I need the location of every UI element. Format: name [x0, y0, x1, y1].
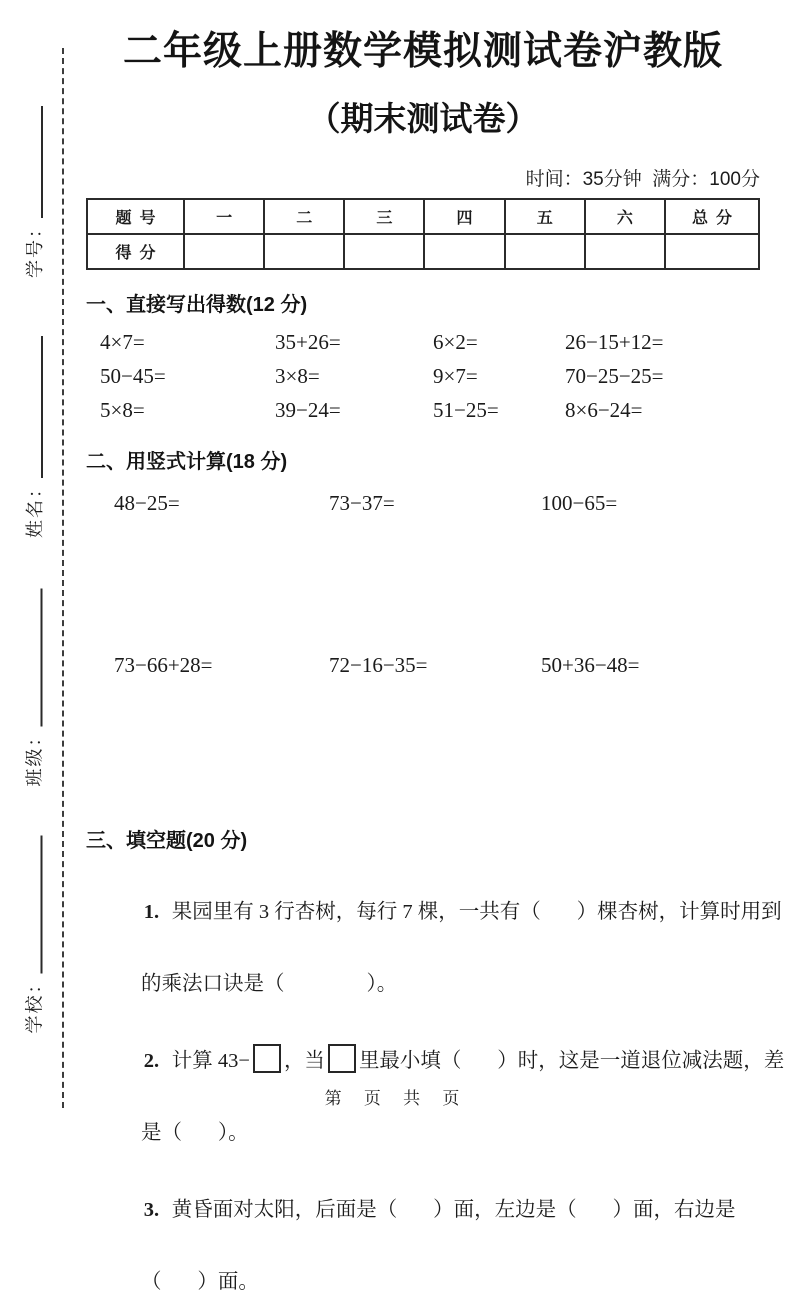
margin-field-student-number [21, 78, 47, 278]
equation: 26−15+12= [565, 330, 664, 354]
margin-field-school [21, 809, 47, 1034]
score-cell [344, 234, 424, 269]
student-number-blank-line [40, 106, 43, 218]
item-number: 1. [143, 901, 160, 923]
section2-equations-row2 [86, 648, 760, 682]
score-table-score-row [87, 234, 759, 269]
name-label: 姓名： [25, 478, 45, 538]
item-number: 3. [143, 1199, 160, 1221]
score-table-col: 四 [424, 199, 504, 234]
item-text: 计算 43− [171, 1050, 250, 1072]
section1-heading: 一、直接写出得数(12 分) [86, 294, 308, 316]
equation: 39−24= [275, 398, 341, 422]
section1-equations [86, 325, 760, 427]
item-text: ，当 [283, 1050, 325, 1072]
score-table-col: 六 [585, 199, 665, 234]
equation: 3×8= [275, 364, 320, 388]
score-table-col: 三 [344, 199, 424, 234]
blank-box [253, 1044, 281, 1073]
name-blank-line [40, 336, 43, 478]
page-footer: 第 页 共 页 [324, 1089, 469, 1108]
section3-heading: 三、填空题(20 分) [86, 830, 248, 852]
section2-heading: 二、用竖式计算(18 分) [86, 451, 288, 473]
equation: 8×6−24= [565, 398, 643, 422]
item-text: 里最小填（ ）时，这是一道退位减法题，差 [358, 1050, 785, 1072]
item-number: 2. [143, 1050, 160, 1072]
page-title: 二年级上册数学模拟测试卷沪教版 [122, 30, 723, 73]
score-table [86, 198, 760, 270]
margin-field-name [21, 308, 47, 538]
item-text: 果园里有 3 行杏树，每行 7 棵，一共有（ ）棵杏树，计算时用到 [171, 901, 782, 923]
equation: 6×2= [433, 330, 478, 354]
fill-item-2 [86, 1007, 785, 1151]
equation: 9×7= [433, 364, 478, 388]
equation: 35+26= [275, 330, 341, 354]
page-subtitle: （期末测试卷） [307, 100, 539, 137]
fill-item-1-line2: 的乘法口诀是（ ）。 [141, 973, 398, 995]
score-cell [264, 234, 344, 269]
blank-box [328, 1044, 356, 1073]
equation: 48−25= [114, 491, 180, 515]
equation: 72−16−35= [329, 653, 428, 677]
student-number-label: 学号： [25, 218, 45, 278]
fill-item-3 [86, 1156, 760, 1300]
fill-item-1-line1 [86, 858, 782, 966]
fill-item-1 [86, 858, 782, 1002]
equation: 73−37= [329, 491, 395, 515]
score-table-col: 五 [505, 199, 585, 234]
school-blank-line [40, 836, 43, 974]
equation: 5×8= [100, 398, 145, 422]
equation: 51−25= [433, 398, 499, 422]
equation: 70−25−25= [565, 364, 664, 388]
score-table-col: 二 [264, 199, 344, 234]
class-blank-line [40, 589, 43, 727]
score-table-corner: 题 号 [87, 199, 184, 234]
item-text: 黄昏面对太阳，后面是（ ）面，左边是（ ）面，右边是 [171, 1199, 736, 1221]
equation: 100−65= [541, 491, 618, 515]
score-cell [585, 234, 665, 269]
score-row-label: 得 分 [87, 234, 184, 269]
fill-item-3-line2: （ ）面。 [141, 1271, 259, 1293]
fill-item-2-line2: 是（ ）。 [141, 1122, 249, 1144]
score-cell [665, 234, 759, 269]
score-table-header-row [87, 199, 759, 234]
score-cell [424, 234, 504, 269]
score-cell [505, 234, 585, 269]
equation: 4×7= [100, 330, 145, 354]
time-and-score-info: 时间：35分钟 满分：100分 [525, 169, 760, 190]
equation: 73−66+28= [114, 653, 213, 677]
fill-item-3-line1 [86, 1156, 760, 1264]
class-label: 班级： [24, 726, 45, 787]
margin-field-class [21, 562, 47, 787]
section2-equations-row1 [86, 486, 760, 520]
score-cell [184, 234, 264, 269]
school-label: 学校： [24, 973, 45, 1034]
equation: 50−45= [100, 364, 166, 388]
equation: 50+36−48= [541, 653, 640, 677]
score-table-col-total: 总 分 [665, 199, 759, 234]
score-table-col: 一 [184, 199, 264, 234]
seal-dashed-line [62, 48, 64, 1108]
